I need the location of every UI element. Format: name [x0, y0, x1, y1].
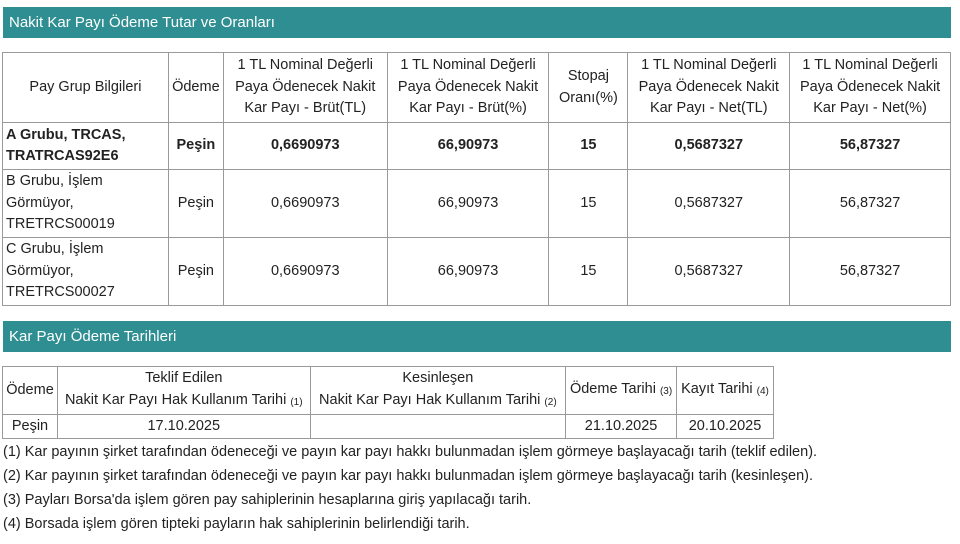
net-tl-cell: 0,5687327 — [628, 238, 790, 306]
header-line: Teklif Edilen — [145, 370, 223, 386]
withholding-cell: 15 — [549, 123, 628, 170]
header-text: Nakit Kar Payı Hak Kullanım Tarihi — [319, 391, 541, 408]
footnote-ref: (2) — [544, 396, 557, 408]
header-line — [312, 390, 565, 414]
section-title-payment-dates — [3, 321, 951, 352]
footnote-ref: (4) — [756, 385, 769, 397]
footnote: (1) Kar payının şirket tarafından ödeneceği ve payın kar payı hakkı bulunmadan işlem görmeye başlayacağı tarih (teklif edilen). — [3, 444, 818, 460]
net-pct-cell: 56,87327 — [790, 123, 951, 170]
section-title-text: Nakit Kar Payı Ödeme Tutar ve Oranları — [9, 14, 275, 31]
net-tl-cell: 0,5687327 — [628, 170, 790, 238]
gross-pct-cell: 66,90973 — [387, 123, 549, 170]
header-record-date — [677, 367, 774, 415]
header-gross-pct: 1 TL Nominal Değerli Paya Ödenecek Nakit Kar Payı - Brüt(%) — [387, 53, 549, 123]
header-group-info: Pay Grup Bilgileri — [3, 53, 169, 123]
group-line: A Grubu, TRCAS, — [6, 126, 126, 143]
header-payment: Ödeme — [3, 367, 58, 415]
footnote: (2) Kar payının şirket tarafından ödeneceği ve payın kar payı hakkı bulunmadan işlem görmeye başlayacağı tarih (kesinleşen). — [3, 468, 814, 484]
withholding-cell: 15 — [549, 170, 628, 238]
header-line — [59, 390, 309, 414]
final-date-cell — [310, 415, 566, 439]
group-line: TRATRCAS92E6 — [6, 148, 119, 164]
payment-cell: Peşin — [3, 415, 58, 439]
footnote-ref: (1) — [290, 396, 303, 408]
dividend-amounts-table — [2, 52, 951, 306]
net-tl-cell: 0,5687327 — [628, 123, 790, 170]
gross-pct-cell: 66,90973 — [387, 238, 549, 306]
payment-cell: Peşin — [168, 238, 223, 306]
footnote: (3) Payları Borsa'da işlem gören pay sahiplerinin hesaplarına giriş yapılacağı tarih. — [3, 492, 532, 508]
proposed-date-cell: 17.10.2025 — [57, 415, 310, 439]
group-line: C Grubu, İşlem — [6, 241, 104, 258]
header-text: Kayıt Tarihi — [681, 380, 753, 397]
withholding-cell: 15 — [549, 238, 628, 306]
payment-date-cell: 21.10.2025 — [566, 415, 677, 439]
gross-tl-cell: 0,6690973 — [223, 123, 387, 170]
payment-cell: Peşin — [168, 123, 223, 170]
gross-tl-cell: 0,6690973 — [223, 170, 387, 238]
table-header-row — [3, 53, 951, 123]
group-line: Görmüyor, — [6, 262, 74, 279]
group-cell — [3, 123, 169, 170]
group-line: TRETRCS00027 — [6, 284, 115, 301]
footnote-ref: (3) — [659, 385, 673, 397]
record-date-cell: 20.10.2025 — [677, 415, 774, 439]
section-title-text: Kar Payı Ödeme Tarihleri — [9, 328, 177, 345]
payment-cell: Peşin — [168, 170, 223, 238]
header-text: Nakit Kar Payı Hak Kullanım Tarihi — [64, 391, 287, 408]
header-net-tl: 1 TL Nominal Değerli Paya Ödenecek Nakit Kar Payı - Net(TL) — [628, 53, 790, 123]
net-pct-cell: 56,87327 — [790, 170, 951, 238]
group-cell — [3, 170, 169, 238]
table-row — [3, 170, 951, 238]
gross-pct-cell: 66,90973 — [387, 170, 549, 238]
header-proposed-date — [57, 367, 310, 415]
table-row — [3, 415, 774, 439]
table-header-row — [3, 367, 774, 415]
group-line: TRETRCS00019 — [6, 216, 115, 233]
header-payment: Ödeme — [168, 53, 223, 123]
header-withholding: Stopaj Oranı(%) — [549, 53, 628, 123]
section-title-dividend-amounts — [3, 7, 951, 38]
group-line: B Grubu, İşlem — [6, 173, 103, 190]
header-text: Ödeme Tarihi — [569, 380, 656, 397]
header-payment-date — [566, 367, 677, 415]
table-row — [3, 238, 951, 306]
group-line: Görmüyor, — [6, 194, 74, 211]
footnotes — [3, 440, 953, 536]
header-gross-tl: 1 TL Nominal Değerli Paya Ödenecek Nakit Kar Payı - Brüt(TL) — [223, 53, 387, 123]
payment-dates-table — [2, 366, 774, 439]
group-cell — [3, 238, 169, 306]
table-row — [3, 123, 951, 170]
footnote: (4) Borsada işlem gören tipteki payların hak sahiplerinin belirlendiği tarih. — [3, 516, 470, 532]
header-line: Kesinleşen — [402, 370, 474, 386]
net-pct-cell: 56,87327 — [790, 238, 951, 306]
gross-tl-cell: 0,6690973 — [223, 238, 387, 306]
header-net-pct: 1 TL Nominal Değerli Paya Ödenecek Nakit Kar Payı - Net(%) — [790, 53, 951, 123]
header-final-date — [310, 367, 566, 415]
